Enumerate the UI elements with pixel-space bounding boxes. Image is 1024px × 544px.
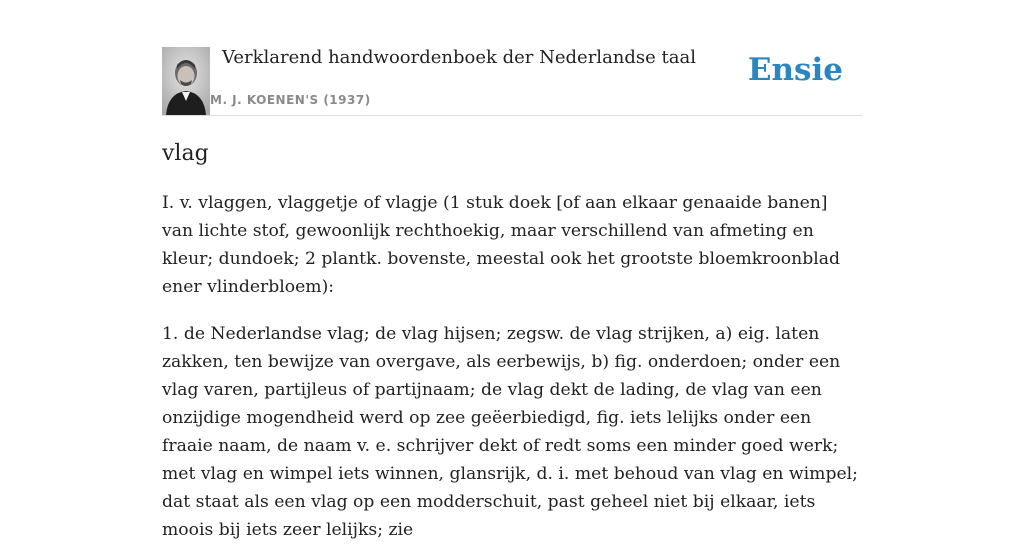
book-subtitle: M. J. KOENEN'S (1937) <box>210 93 371 107</box>
dictionary-header <box>162 0 862 116</box>
definition-paragraph: I. v. vlaggen, vlaggetje of vlagje (1 stuk doek [of aan elkaar genaaide banen] van lichte stof, gewoonlijk rechthoekig, maar verschillend van afmeting en kleur; dundoek; 2 plantk. bovenste, meestal ook het grootste bloemkroonblad ener vlinderbloem): <box>162 193 840 297</box>
content-column <box>162 0 862 544</box>
author-portrait-icon <box>162 47 210 115</box>
entry-headword: vlag <box>162 141 209 166</box>
ensie-logo-link[interactable]: Ensie <box>747 52 843 88</box>
definition-paragraph: 1. de Nederlandse vlag; de vlag hijsen; zegsw. de vlag strijken, a) eig. laten zakken, ten bewijze van overgave, als eerbewijs, b) fig. onderdoen; onder een vlag varen, partijleus of partijnaam; de vlag dekt de lading, de vlag van een onzijdige mogendheid werd op zee geëerbiedigd, fig. iets lelijks onder een fraaie naam, de naam v. e. schrijver dekt of redt soms een minder goed werk; met vlag en wimpel iets winnen, glansrijk, d. i. met behoud van vlag en wimpel; dat staat als een vlag op een modderschuit, past geheel niet bij elkaar, iets moois bij iets zeer lelijks; zie <box>162 324 858 540</box>
book-title: Verklarend handwoordenboek der Nederlandse taal <box>222 47 696 68</box>
